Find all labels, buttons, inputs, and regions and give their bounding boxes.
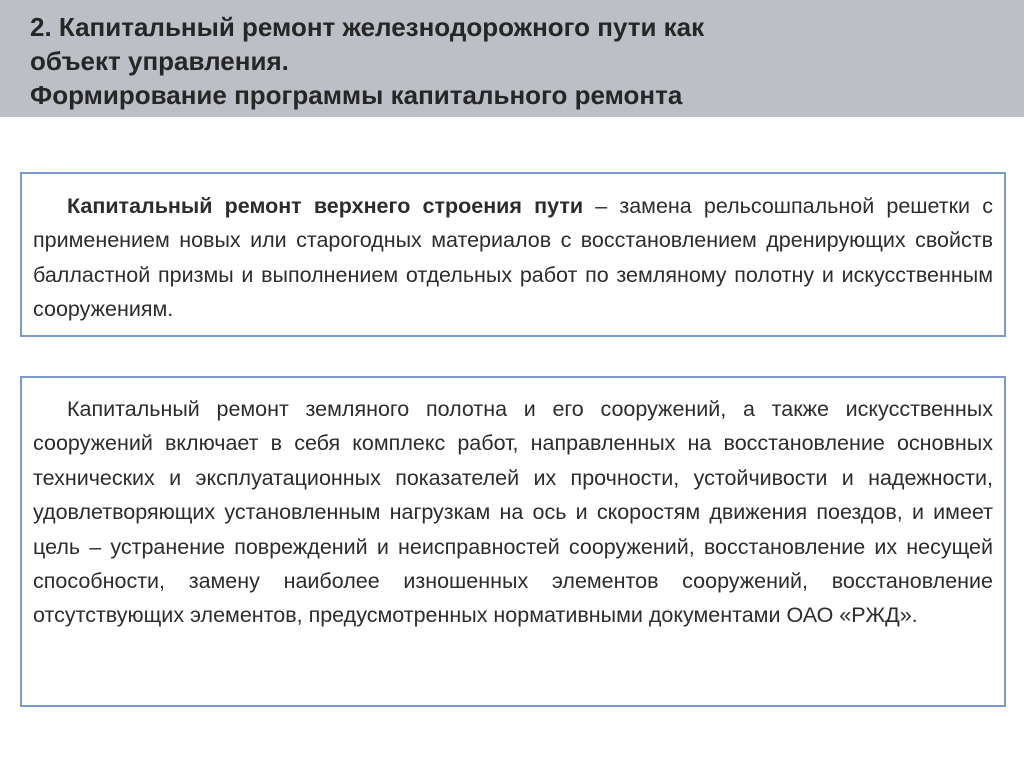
slide-title-line-1: 2. Капитальный ремонт железнодорожного пути как — [30, 12, 705, 42]
slide-title-line-2: объект управления. — [30, 46, 289, 76]
definition-text: – замена рельсошпальной решетки с применением новых или старогодных материалов с восстановлением дренирующих свойств балластной призмы и выполнением отдельных работ по земляному полотну и искусственным сооружениям. — [33, 194, 993, 322]
slide-title-line-3: Формирование программы капитального ремонта — [30, 80, 683, 110]
definition-paragraph-superstructure — [33, 189, 993, 327]
title-banner — [0, 0, 1024, 117]
definition-term: Капитальный ремонт верхнего строения пути — [67, 194, 584, 218]
definition-box-subgrade — [20, 376, 1006, 707]
definition-box-track-superstructure — [20, 172, 1006, 337]
slide-title — [30, 10, 990, 112]
definition-paragraph-subgrade: Капитальный ремонт земляного полотна и его сооружений, а также искусственных сооружений включает в себя комплекс работ, направленных на восстановление основных технических и эксплуатационных показателей их прочности, устойчивости и надежности, удовлетворяющих установленным нагрузкам на ось и скоростям движения поездов, и имеет цель – устранение повреждений и неисправностей сооружений, восстановление их несущей способности, замену наиболее изношенных элементов сооружений, восстановление отсутствующих элементов, предусмотренных нормативными документами ОАО «РЖД». — [33, 397, 993, 628]
